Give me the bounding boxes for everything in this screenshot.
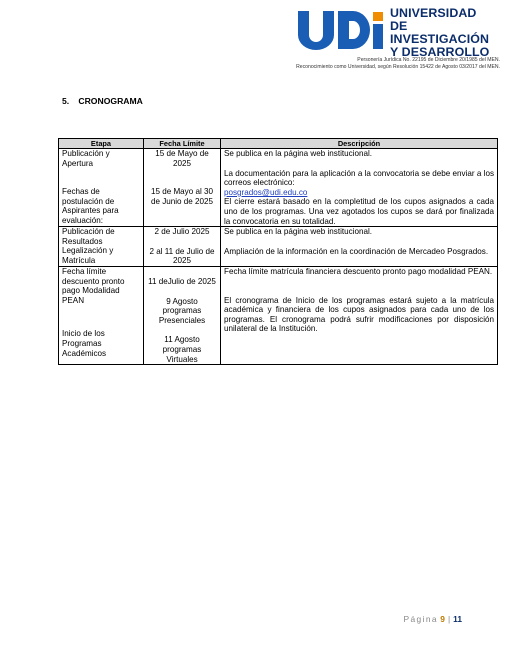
university-name <box>390 7 506 59</box>
header-etapa: Etapa <box>59 139 144 149</box>
descripcion-cell <box>221 227 498 267</box>
descripcion-cell <box>221 149 498 227</box>
etapa-text: Legalización y Matrícula <box>62 246 114 265</box>
legal-line-1: Personería Jurídica No. 22195 de Diciembre 20/1985 del MEN. <box>357 57 500 63</box>
university-logo <box>296 6 506 58</box>
section-title: CRONOGRAMA <box>78 96 143 106</box>
fecha-text: 2 al 11 de Julio de 2025 <box>149 246 215 266</box>
schedule-table <box>58 138 498 365</box>
fecha-text: 2 de Julio 2025 <box>154 227 210 237</box>
fecha-cell <box>144 266 221 364</box>
legal-line-2: Reconocimiento como Universidad, según Resolución 15422 de Agosto 03/2017 del MEN. <box>296 64 500 70</box>
descripcion-text: El cronograma de Inicio de los programas estará sujeto a la matrícula académica y financiera de los cupos asignados para cada uno de los programas. El cronograma podrá sufrir modificaciones por disposición unilateral de la Institución. <box>224 295 494 334</box>
logo-line-1: UNIVERSIDAD <box>390 6 477 20</box>
header-descripcion: Descripción <box>221 139 498 149</box>
table-row <box>59 266 498 364</box>
etapa-text: Publicación y Apertura <box>62 149 110 168</box>
descripcion-text: El cierre estará basado en la completitud de los cupos asignados a cada uno de los programas. Una vez agotados los cupos se dará por finalizada la convocatoria en su totalidad. <box>224 197 494 226</box>
page-separator: | <box>447 614 451 624</box>
table-row <box>59 149 498 227</box>
fecha-text: 11 Agosto programas Virtuales <box>162 335 202 364</box>
section-number: 5. <box>62 96 70 106</box>
fecha-text: 9 Agosto programas Presenciales <box>158 296 206 325</box>
udi-logo-mark <box>296 8 386 50</box>
descripcion-text: Ampliación de la información en la coordinación de Mercadeo Posgrados. <box>224 246 489 256</box>
fecha-cell <box>144 227 221 267</box>
etapa-text: Fecha límite descuento pronto pago Modalidad PEAN <box>62 266 125 305</box>
etapa-text: Publicación de Resultados <box>62 227 115 246</box>
etapa-cell <box>59 227 144 267</box>
descripcion-cell <box>221 266 498 364</box>
table-header-row <box>59 139 498 149</box>
legal-notice <box>296 57 500 71</box>
fecha-text: 15 de Mayo al 30 de Junio de 2025 <box>150 187 214 206</box>
logo-line-3: Y DESARROLLO <box>390 45 490 59</box>
header-fecha-limite: Fecha Límite <box>144 139 221 149</box>
fecha-cell <box>144 149 221 227</box>
email-link[interactable]: posgrados@udi.edu.co <box>224 187 308 197</box>
page-footer <box>403 614 462 624</box>
logo-line-2: DE INVESTIGACIÓN <box>390 19 490 46</box>
descripcion-text: Se publica en la página web institucional. <box>224 227 373 237</box>
descripcion-text: La documentación para la aplicación a la convocatoria se debe enviar a los correos electrónico: <box>224 168 494 188</box>
etapa-cell <box>59 266 144 364</box>
section-heading <box>62 96 143 106</box>
page-number: 9 <box>440 614 445 624</box>
table-row <box>59 227 498 267</box>
fecha-text: 15 de Mayo de 2025 <box>155 149 209 168</box>
etapa-text: Fechas de postulación de Aspirantes para evaluación: <box>62 187 119 225</box>
page-total: 11 <box>453 614 462 624</box>
fecha-text: 11 deJulio de 2025 <box>148 276 216 286</box>
descripcion-text: Se publica en la página web institucional. <box>224 149 373 158</box>
etapa-text: Inicio de los Programas Académicos <box>62 329 107 358</box>
page-label: Página <box>403 614 438 624</box>
descripcion-text: Fecha límite matrícula financiera descuento pronto pago modalidad PEAN. <box>224 266 493 276</box>
etapa-cell <box>59 149 144 227</box>
